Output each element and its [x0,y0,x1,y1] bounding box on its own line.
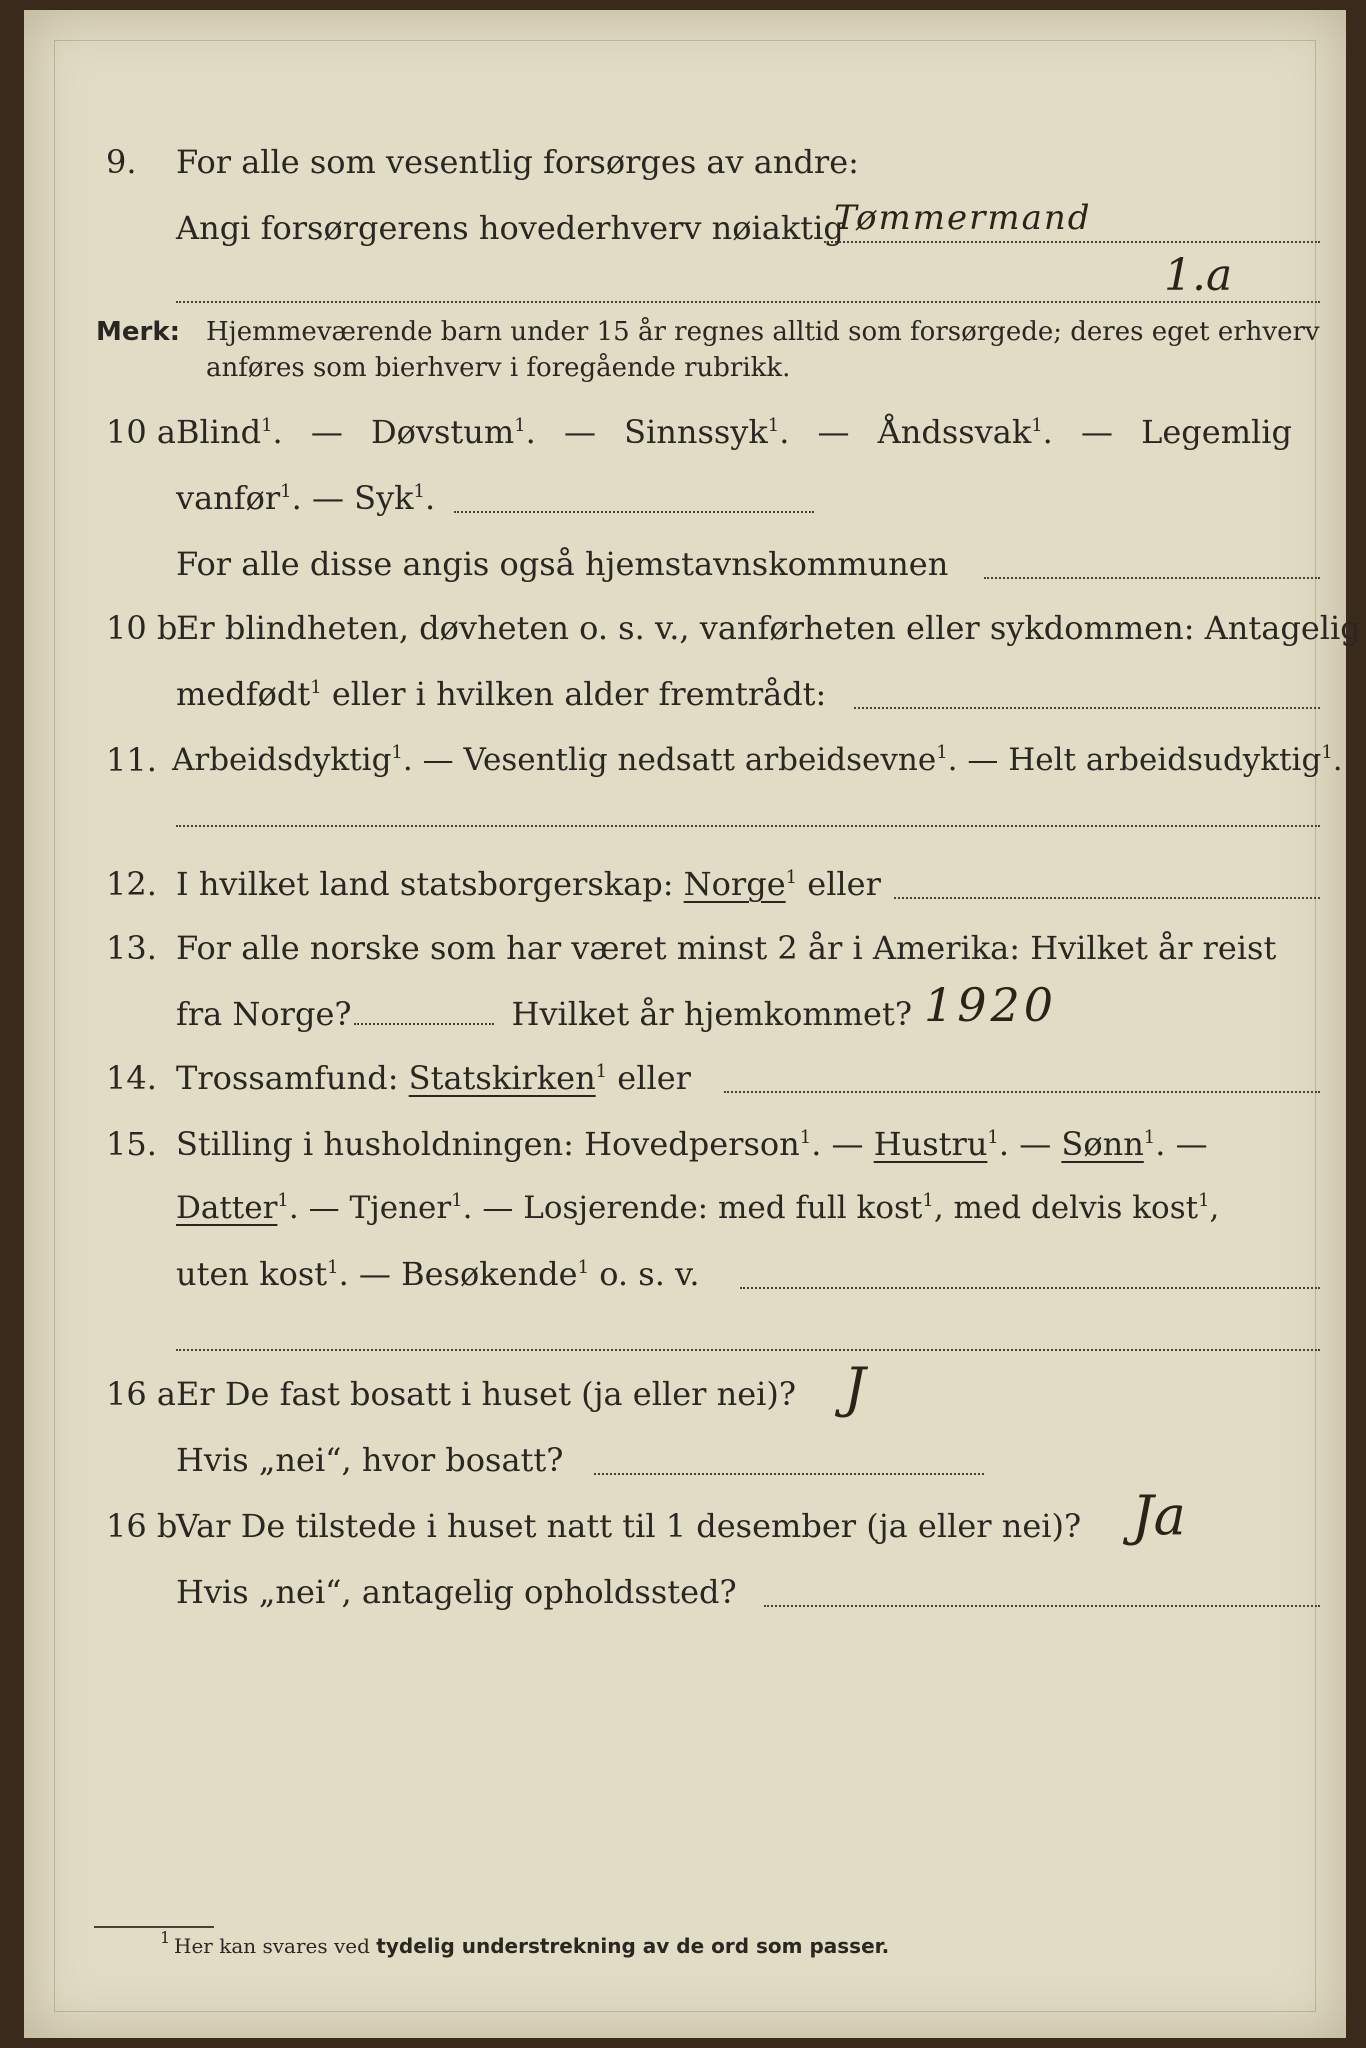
q10a-line1 [24,410,1346,454]
q13-line1 [24,926,1346,970]
footnote-ref: 1 [577,1257,590,1278]
q10b-line1 [24,606,1361,650]
q13-answer-handwritten: 1920 [924,978,1058,1032]
q10a-line3 [24,542,1346,586]
q13-line2 [24,992,1346,1036]
q15-hustru-underlined: Hustru [873,1125,988,1163]
q16a-line2 [24,1438,1346,1482]
q14-eller: eller [617,1059,691,1097]
footnote-mark: 1 [160,1928,171,1947]
q15-fill2 [176,1348,1320,1351]
q14-text: Trossamfund: [176,1059,399,1097]
footnote-ref: 1 [1143,1127,1156,1148]
q15-line2: Datter$^1$. — Tjener$^1$. — Losjerende: med full kost$^1$, med delvis kost$^1$, [176,1190,1220,1226]
q13-fra-norge: fra Norge? [176,995,352,1033]
q10a-item-dovstum: Døvstum [370,413,515,451]
footnote-ref: 1 [391,742,403,763]
q10a-fill1 [454,510,814,513]
q15-besokende: — Besøkende [358,1255,578,1293]
q15-line3: uten kost$^1$. — Besøkende$^1$ o. s. v. [176,1255,700,1293]
q10a-items: Blind$^1$. — Døvstum$^1$. — Sinnssyk$^1$. — Åndssvak$^1$. — Legemlig [176,410,1292,454]
q14-line [24,1056,1346,1100]
q12-norge-underlined: Norge [683,865,786,903]
merk-line2 [24,350,1346,394]
q15-losjerende: — Losjerende: med full kost [482,1190,923,1226]
q16a-text1: Er De fast bosatt i huset (ja eller nei)? [176,1375,797,1413]
q16a-line1 [24,1372,1346,1416]
footnote-ref: 1 [280,481,292,502]
footnote-ref: 1 [451,1190,463,1211]
q9-answer2-handwritten: 1.a [1164,250,1233,301]
q10a-syk: Syk [354,479,414,517]
footnote-ref: 1 [514,415,526,436]
footnote-bold-text: tydelig understrekning av de ord som passer. [376,1934,890,1958]
q10b-text1: Er blindheten, døvheten o. s. v., vanførheten eller sykdommen: Antagelig [176,609,1361,647]
q15-uten-kost: uten kost [176,1255,328,1293]
q9-line2 [24,206,1346,250]
q13-number: 13. [106,929,157,967]
q11-line: 11. Arbeidsdyktig$^1$. — Vesentlig nedsatt arbeidsevne$^1$. — Helt arbeidsudyktig$^1$. [24,738,1346,782]
q12-line [24,862,1346,906]
q11-udyktig: — Helt arbeidsudyktig [967,742,1322,778]
q15-sonn-underlined: Sønn [1061,1125,1144,1163]
q13-fill1 [354,995,494,1025]
footnote-ref: 1 [261,415,273,436]
q14-number: 14. [106,1059,157,1097]
q16b-answer-handwritten: Ja [1132,1484,1186,1547]
q11-arbeidsdyktig: Arbeidsdyktig [172,742,392,778]
q15-number: 15. [106,1125,157,1163]
q15-datter-underlined: Datter [176,1190,278,1226]
q10b-medfodt: medfødt [176,675,311,713]
q10a-text3: For alle disse angis også hjemstavnskommunen [176,545,949,583]
q9-fill2 [176,300,1320,303]
q16a-text2: Hvis „nei“, hvor bosatt? [176,1441,564,1479]
q9-fill1 [824,240,1320,243]
footnote-ref: 1 [936,742,948,763]
q9-number: 9. [106,143,137,181]
q14-fill [724,1090,1320,1093]
q15-hovedperson: Stilling i husholdningen: Hovedperson [176,1125,800,1163]
merk-text2: anføres som bierhverv i foregående rubrikk. [206,353,791,383]
q10b-line2 [24,672,1346,716]
q16b-text1: Var De tilstede i huset natt til 1 desember (ja eller nei)? [176,1507,1082,1545]
q12-fill [894,896,1320,899]
footnote-ref: 1 [327,1257,339,1278]
footnote-ref: 1 [310,677,322,698]
q10b-text2: eller i hvilken alder fremtrådt: [331,675,827,713]
q10a-vanfor: vanfør [176,479,281,517]
q11-fill [176,824,1320,827]
q16a-fill [594,1472,984,1475]
q13-text1: For alle norske som har været minst 2 år i Amerika: Hvilket år reist [176,929,1277,967]
footnote-ref: 1 [1321,742,1333,763]
q16a-answer-handwritten: J [844,1356,866,1419]
footnote-text: Her kan svares ved [174,1934,370,1958]
q10a-item-andssvak: Åndssvak [877,413,1032,451]
q15-line1: 15. Stilling i husholdningen: Hovedperson$^1$. — Hustru$^1$. — Sønn$^1$. — [24,1122,1346,1166]
q16b-line2 [24,1570,1346,1614]
q16b-fill [764,1604,1320,1607]
footnote-ref: 1 [595,1061,608,1082]
q16a-number: 16 a [106,1375,176,1413]
footnote-ref: 1 [785,867,798,888]
footnote-ref: 1 [1198,1190,1210,1211]
q16b-text2: Hvis „nei“, antagelig opholdssted? [176,1573,737,1611]
merk-label: Merk: [96,317,181,347]
form-sheet [24,10,1361,2038]
footnote-ref: 1 [277,1190,289,1211]
q15-fill1 [740,1286,1320,1289]
footnote-ref: 1 [767,415,780,436]
q9-answer-handwritten: Tømmermand [834,198,1092,238]
footnote-ref: 1 [922,1190,934,1211]
footnote-ref: 1 [1031,415,1043,436]
q10a-item-legemlig: Legemlig [1141,413,1292,451]
q14-statskirken-underlined: Statskirken [408,1059,596,1097]
q9-text2: Angi forsørgerens hovederhverv nøiaktig [176,209,844,247]
footnote-rule [94,1926,214,1928]
q10b-fill [854,706,1320,709]
q11-nedsatt: — Vesentlig nedsatt arbeidsevne [422,742,937,778]
q10a-fill2 [984,576,1320,579]
q12-text: I hvilket land statsborgerskap: [176,865,674,903]
q15-tjener: — Tjener [308,1190,452,1226]
q12-eller: eller [807,865,881,903]
q10a-line2: vanfør$^1$. — Syk$^1$. [176,479,436,517]
footnote-ref: 1 [799,1127,812,1148]
q13-hjemkommet: Hvilket år hjemkommet? [511,995,912,1033]
q9-text1: For alle som vesentlig forsørges av andre: [176,143,859,181]
q16b-number: 16 b [106,1507,178,1545]
q10b-number: 10 b [106,609,178,647]
q15-delvis-kost: , med delvis kost [933,1190,1199,1226]
q11-number: 11. [106,741,157,779]
q12-number: 12. [106,865,157,903]
q9-line1 [24,140,1346,184]
footnote [160,1928,890,1958]
q10a-item-sinnssyk: Sinnssyk [624,413,768,451]
footnote-ref: 1 [987,1127,999,1148]
q10a-item-blind: Blind [176,413,262,451]
q10a-number: 10 a [106,413,176,451]
q15-osv: o. s. v. [599,1255,700,1293]
merk-text1: Hjemmeværende barn under 15 år regnes alltid som forsørgede; deres eget erhverv [206,317,1320,347]
footnote-ref: 1 [413,481,425,502]
